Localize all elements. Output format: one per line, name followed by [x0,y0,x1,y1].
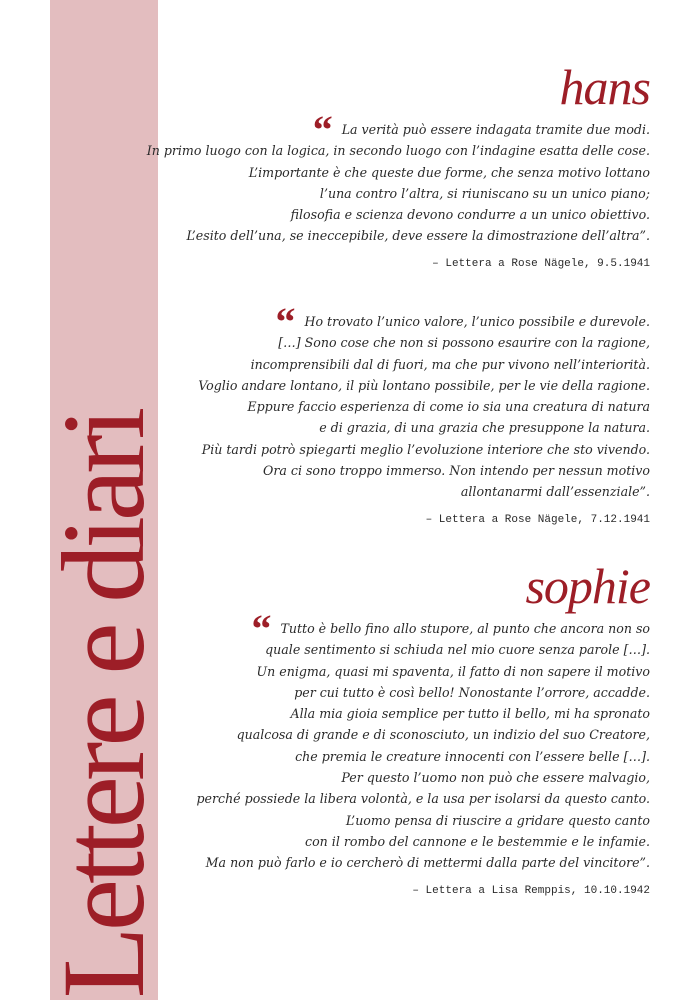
quote-citation: – Lettera a Rose Nägele, 9.5.1941 [432,257,650,270]
quote-line: […] Sono cose che non si possono esaurire con la ragione, [278,335,650,351]
section-heading-sophie: sophie [525,558,650,614]
quote-line: per cui tutto è così bello! Nonostante l’orrore, accadde. [294,684,650,700]
quote-mark-icon: “ [275,299,296,344]
section-heading-hans: hans [559,59,650,115]
quote-line: Un enigma, quasi mi spaventa, il fatto di non sapere il motivo [256,663,650,679]
quote-line: Ora ci sono troppo immerso. Non intendo per nessun motivo [263,463,650,479]
quote-line: Eppure faccio esperienza di come io sia una creatura di natura [247,399,650,415]
quote-line: filosofia e scienza devono condurre a un unico obiettivo. [290,207,650,223]
quote-text [146,107,650,247]
quote-text [196,606,650,874]
quote-line: incomprensibili dal di fuori, ma che pur vivono nell’interiorità. [250,356,650,372]
quote-line: Alla mia gioia semplice per tutto il bello, mi ha spronato [290,706,650,722]
quote-citation: – Lettera a Lisa Remppis, 10.10.1942 [412,884,650,897]
quote-line: In primo luogo con la logica, in secondo luogo con l’indagine esatta delle cose. [146,143,650,159]
quote-line: con il rombo del cannone e le bestemmie e le infamie. [305,833,650,849]
quote-line: Più tardi potrò spiegarti meglio l’evoluzione interiore che sto vivendo. [201,441,650,457]
quote-line: L’esito dell’una, se ineccepibile, deve essere la dimostrazione dell’altra”. [186,228,650,244]
quote-line: che premia le creature innocenti con l’essere belle […]. [295,748,650,764]
quote-line: L’importante è che queste due forme, che senza motivo lottano [248,164,650,180]
quote-line: “ La verità può essere indagata tramite due modi. [312,107,650,152]
page-title: Lettere e diari [38,411,169,999]
quote-citation: – Lettera a Rose Nägele, 7.12.1941 [425,513,650,526]
quote-line: allontanarmi dall’essenziale”. [460,484,650,500]
quote-sophie-1 [196,606,650,897]
quote-mark-icon: “ [251,606,272,651]
quote-mark-icon: “ [312,107,333,152]
quote-line: Voglio andare lontano, il più lontano possibile, per le vie della ragione. [198,377,650,393]
quote-hans-2 [198,299,650,526]
quote-line: qualcosa di grande e di sconosciuto, un indizio del suo Creatore, [236,727,650,743]
quote-text [198,299,650,503]
quote-line: perché possiede la libera volontà, e la usa per isolarsi da questo canto. [196,791,650,807]
quote-line: l’una contro l’altra, si riuniscano su un unico piano; [319,185,650,201]
quote-hans-1 [146,107,650,270]
quote-line: Per questo l’uomo non può che essere malvagio, [341,770,650,786]
quote-line: L’uomo pensa di riuscire a gridare questo canto [345,812,650,828]
quote-line: e di grazia, di una grazia che presuppone la natura. [319,420,650,436]
quote-line: Ma non può farlo e io cercherò di mettermi dalla parte del vincitore”. [205,855,650,871]
quote-line: quale sentimento si schiuda nel mio cuore senza parole […]. [265,642,650,658]
quote-line: “ Tutto è bello fino allo stupore, al punto che ancora non so [251,606,650,651]
quote-line: “ Ho trovato l’unico valore, l’unico possibile e durevole. [275,299,650,344]
